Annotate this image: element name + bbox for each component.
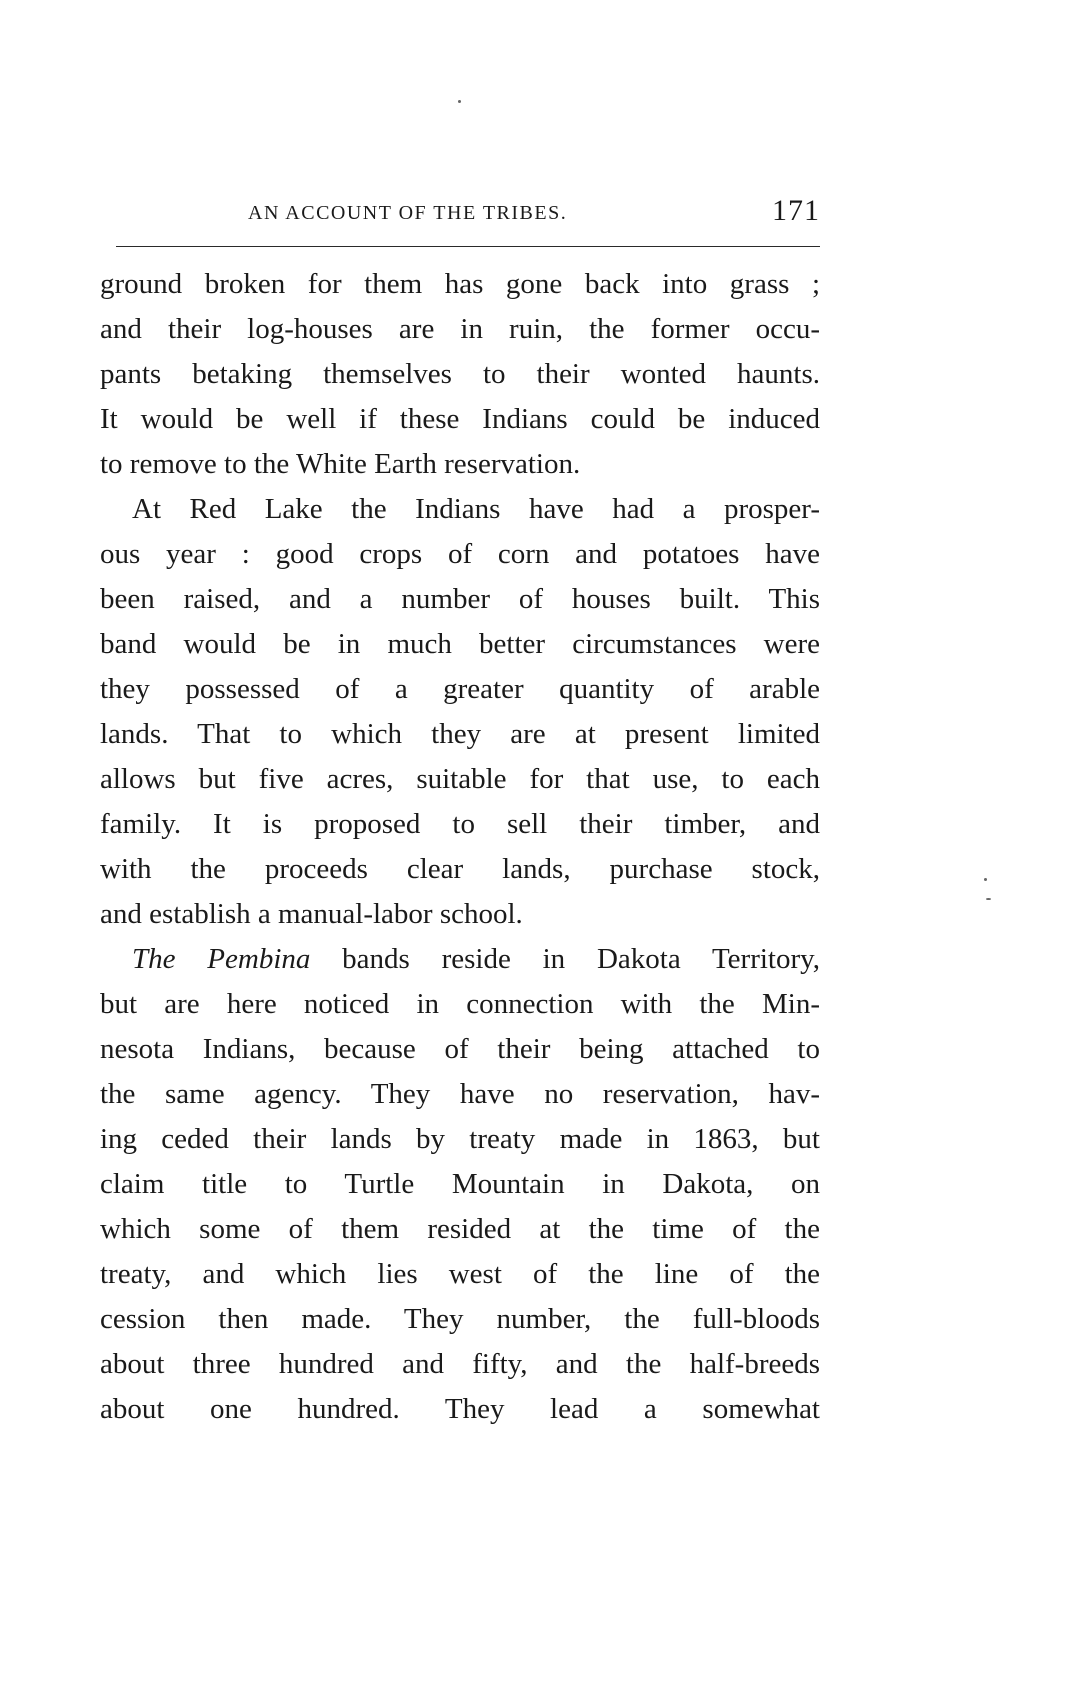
text-line: allows but five acres, suitable for that use, to each: [100, 763, 820, 795]
text-line: treaty, and which lies west of the line of the: [100, 1258, 820, 1290]
text-line: ous year : good crops of corn and potatoes have: [100, 538, 820, 570]
text-line: which some of them resided at the time of the: [100, 1213, 820, 1245]
text-line-first: [100, 937, 820, 982]
text-line: and their log-houses are in ruin, the former occu-: [100, 313, 820, 345]
header-rule: [116, 246, 820, 247]
text-line: but are here noticed in connection with the Min-: [100, 988, 820, 1020]
book-page: [100, 0, 820, 1694]
text-line: ground broken for them has gone back into grass ;: [100, 268, 820, 300]
italic-phrase: The Pembina: [132, 943, 311, 975]
text-line: with the proceeds clear lands, purchase stock,: [100, 853, 820, 885]
paragraph-2: [100, 487, 820, 937]
text-line: It would be well if these Indians could be induced: [100, 403, 820, 435]
text-line: about three hundred and fifty, and the half-breeds: [100, 1348, 820, 1380]
text-run: bands reside in Dakota Territory,: [310, 943, 820, 975]
text-line: band would be in much better circumstances were: [100, 628, 820, 660]
text-line: about one hundred. They lead a somewhat: [100, 1393, 820, 1425]
paper-speck: [984, 878, 987, 881]
paragraph-3: [100, 937, 820, 1432]
text-line: nesota Indians, because of their being attached to: [100, 1033, 820, 1065]
page-number: 171: [772, 194, 820, 227]
text-line: claim title to Turtle Mountain in Dakota, on: [100, 1168, 820, 1200]
text-line: the same agency. They have no reservation, hav-: [100, 1078, 820, 1110]
body-text: [100, 262, 820, 1432]
text-line: lands. That to which they are at present limited: [100, 718, 820, 750]
paper-speck: [458, 100, 461, 103]
text-line: At Red Lake the Indians have had a prosper-: [132, 493, 820, 525]
paragraph-1: [100, 262, 820, 487]
text-line: they possessed of a greater quantity of arable: [100, 673, 820, 705]
text-line: and establish a manual-labor school.: [100, 898, 523, 930]
text-line: family. It is proposed to sell their timber, and: [100, 808, 820, 840]
text-line: pants betaking themselves to their wonted haunts.: [100, 358, 820, 390]
running-title: AN ACCOUNT OF THE TRIBES.: [248, 202, 568, 224]
text-line: ing ceded their lands by treaty made in 1863, but: [100, 1123, 820, 1155]
paper-speck: [986, 898, 991, 900]
text-line: to remove to the White Earth reservation.: [100, 448, 581, 480]
running-head: [100, 194, 820, 238]
text-line: cession then made. They number, the full-bloods: [100, 1303, 820, 1335]
text-line: been raised, and a number of houses built. This: [100, 583, 820, 615]
